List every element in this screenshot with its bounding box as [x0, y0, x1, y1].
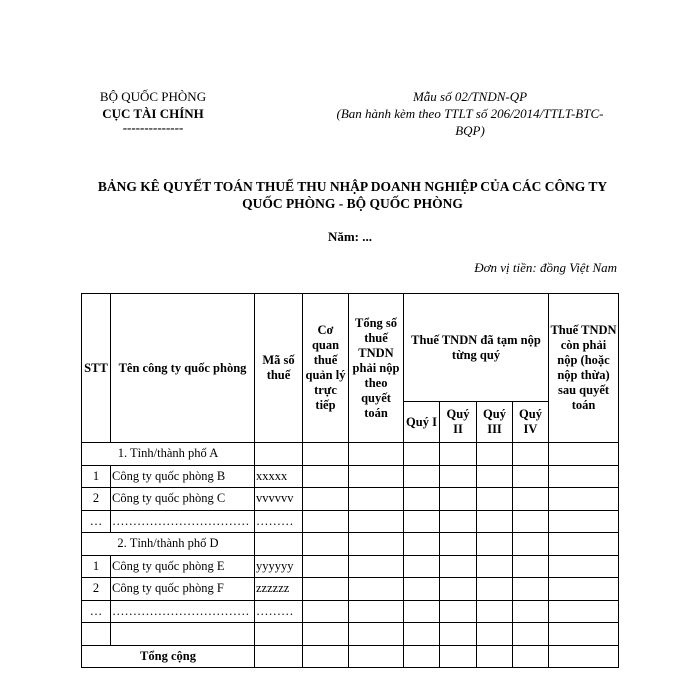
header-q2: Quý II	[440, 402, 477, 443]
header-remaining: Thuế TNDN còn phải nộp (hoặc nộp thừa) sau quyết toán	[549, 294, 619, 443]
stt-cell: …	[82, 510, 111, 533]
company-cell: ……………………………	[111, 600, 255, 623]
empty-cell	[349, 443, 404, 466]
tax-code-cell: xxxxx	[255, 465, 303, 488]
empty-cell	[303, 623, 349, 646]
empty-cell	[404, 645, 440, 668]
header-prepaid: Thuế TNDN đã tạm nộp từng quý	[404, 294, 549, 402]
empty-cell	[349, 600, 404, 623]
empty-cell	[349, 645, 404, 668]
empty-cell	[440, 600, 477, 623]
stt-cell: 2	[82, 578, 111, 601]
header-tax-authority: Cơ quan thuế quản lý trực tiếp	[303, 294, 349, 443]
empty-cell	[549, 488, 619, 511]
empty-cell	[513, 645, 549, 668]
empty-cell	[440, 645, 477, 668]
empty-cell	[349, 510, 404, 533]
empty-cell	[513, 443, 549, 466]
group-label: 1. Tỉnh/thành phố A	[82, 443, 255, 466]
empty-cell	[477, 645, 513, 668]
header-right	[335, 88, 605, 139]
empty-cell	[440, 465, 477, 488]
empty-cell	[404, 600, 440, 623]
tax-code-cell: ………	[255, 600, 303, 623]
table-row	[82, 488, 619, 511]
empty-cell	[513, 555, 549, 578]
empty-cell	[404, 578, 440, 601]
empty-cell	[513, 488, 549, 511]
empty-cell	[477, 578, 513, 601]
empty-cell	[349, 465, 404, 488]
empty-cell	[549, 465, 619, 488]
stt-cell: 1	[82, 555, 111, 578]
tax-code-cell: yyyyyy	[255, 555, 303, 578]
empty-cell	[349, 578, 404, 601]
empty-cell	[404, 623, 440, 646]
year-label: Năm: ...	[327, 229, 373, 244]
issued-by-note: (Ban hành kèm theo TTLT số 206/2014/TTLT-BTC-BQP)	[336, 106, 604, 138]
header-q4: Quý IV	[513, 402, 549, 443]
company-cell: Công ty quốc phòng B	[111, 465, 255, 488]
empty-cell	[404, 443, 440, 466]
table-row	[82, 623, 619, 646]
empty-cell	[303, 533, 349, 556]
empty-cell	[477, 623, 513, 646]
ministry-name: BỘ QUỐC PHÒNG	[99, 89, 207, 104]
empty-cell	[549, 555, 619, 578]
header-left	[78, 88, 228, 134]
table-row	[82, 443, 619, 466]
tax-code-cell: vvvvvv	[255, 488, 303, 511]
company-cell: Công ty quốc phòng C	[111, 488, 255, 511]
table-row	[82, 645, 619, 668]
table-body	[82, 443, 619, 668]
empty-cell	[477, 533, 513, 556]
empty-cell	[404, 488, 440, 511]
group-label: 2. Tỉnh/thành phố D	[82, 533, 255, 556]
title-line-2: QUỐC PHÒNG - BỘ QUỐC PHÒNG	[242, 196, 463, 211]
empty-cell	[477, 600, 513, 623]
department-name: CỤC TÀI CHÍNH	[102, 106, 204, 121]
empty-cell	[477, 465, 513, 488]
empty-cell	[477, 510, 513, 533]
company-cell: Công ty quốc phòng E	[111, 555, 255, 578]
empty-cell	[303, 443, 349, 466]
header-total-tax: Tổng số thuế TNDN phải nộp theo quyết toán	[349, 294, 404, 443]
empty-cell	[549, 600, 619, 623]
empty-cell	[513, 510, 549, 533]
stt-cell: …	[82, 600, 111, 623]
empty-cell	[303, 578, 349, 601]
empty-cell	[549, 578, 619, 601]
currency-unit: Đơn vị tiền: đồng Việt Nam	[474, 260, 617, 275]
empty-cell	[303, 600, 349, 623]
empty-cell	[404, 555, 440, 578]
empty-cell	[513, 578, 549, 601]
stt-cell: 2	[82, 488, 111, 511]
empty-cell	[440, 578, 477, 601]
table-row	[82, 555, 619, 578]
empty-cell	[255, 443, 303, 466]
empty-cell	[303, 555, 349, 578]
empty-cell	[404, 510, 440, 533]
tax-code-cell: ………	[255, 510, 303, 533]
empty-cell	[349, 623, 404, 646]
empty-cell	[477, 443, 513, 466]
empty-cell	[549, 645, 619, 668]
header-separator: --------------	[122, 120, 184, 135]
header-q1: Quý I	[404, 402, 440, 443]
empty-cell	[404, 465, 440, 488]
empty-cell	[549, 623, 619, 646]
document-title	[70, 178, 635, 212]
empty-cell	[477, 488, 513, 511]
empty-cell	[440, 443, 477, 466]
total-label: Tổng cộng	[82, 645, 255, 668]
table-row	[82, 510, 619, 533]
table-row	[82, 578, 619, 601]
form-number: Mẫu số 02/TNDN-QP	[412, 89, 528, 104]
header-stt: STT	[82, 294, 111, 443]
empty-cell	[349, 488, 404, 511]
tax-code-cell: zzzzzz	[255, 578, 303, 601]
empty-cell	[349, 533, 404, 556]
empty-cell	[404, 533, 440, 556]
header-q3: Quý III	[477, 402, 513, 443]
empty-cell	[440, 533, 477, 556]
empty-cell	[255, 645, 303, 668]
empty-cell	[440, 488, 477, 511]
empty-cell	[303, 645, 349, 668]
empty-cell	[513, 465, 549, 488]
empty-cell	[303, 510, 349, 533]
empty-cell	[513, 600, 549, 623]
company-cell: ……………………………	[111, 510, 255, 533]
settlement-table	[81, 293, 619, 668]
empty-cell	[549, 533, 619, 556]
header-company: Tên công ty quốc phòng	[111, 294, 255, 443]
table-row	[82, 533, 619, 556]
table-row	[82, 465, 619, 488]
empty-cell	[477, 555, 513, 578]
empty-cell	[440, 510, 477, 533]
empty-cell	[303, 465, 349, 488]
empty-cell	[255, 623, 303, 646]
empty-cell	[255, 533, 303, 556]
empty-cell	[549, 443, 619, 466]
empty-cell	[82, 623, 111, 646]
company-cell: Công ty quốc phòng F	[111, 578, 255, 601]
empty-cell	[440, 555, 477, 578]
empty-cell	[513, 533, 549, 556]
empty-cell	[549, 510, 619, 533]
empty-cell	[111, 623, 255, 646]
empty-cell	[440, 623, 477, 646]
empty-cell	[303, 488, 349, 511]
table-row	[82, 600, 619, 623]
empty-cell	[349, 555, 404, 578]
stt-cell: 1	[82, 465, 111, 488]
header-tax-code: Mã số thuế	[255, 294, 303, 443]
empty-cell	[513, 623, 549, 646]
title-line-1: BẢNG KÊ QUYẾT TOÁN THUẾ THU NHẬP DOANH NGHIỆP CỦA CÁC CÔNG TY	[97, 179, 608, 194]
